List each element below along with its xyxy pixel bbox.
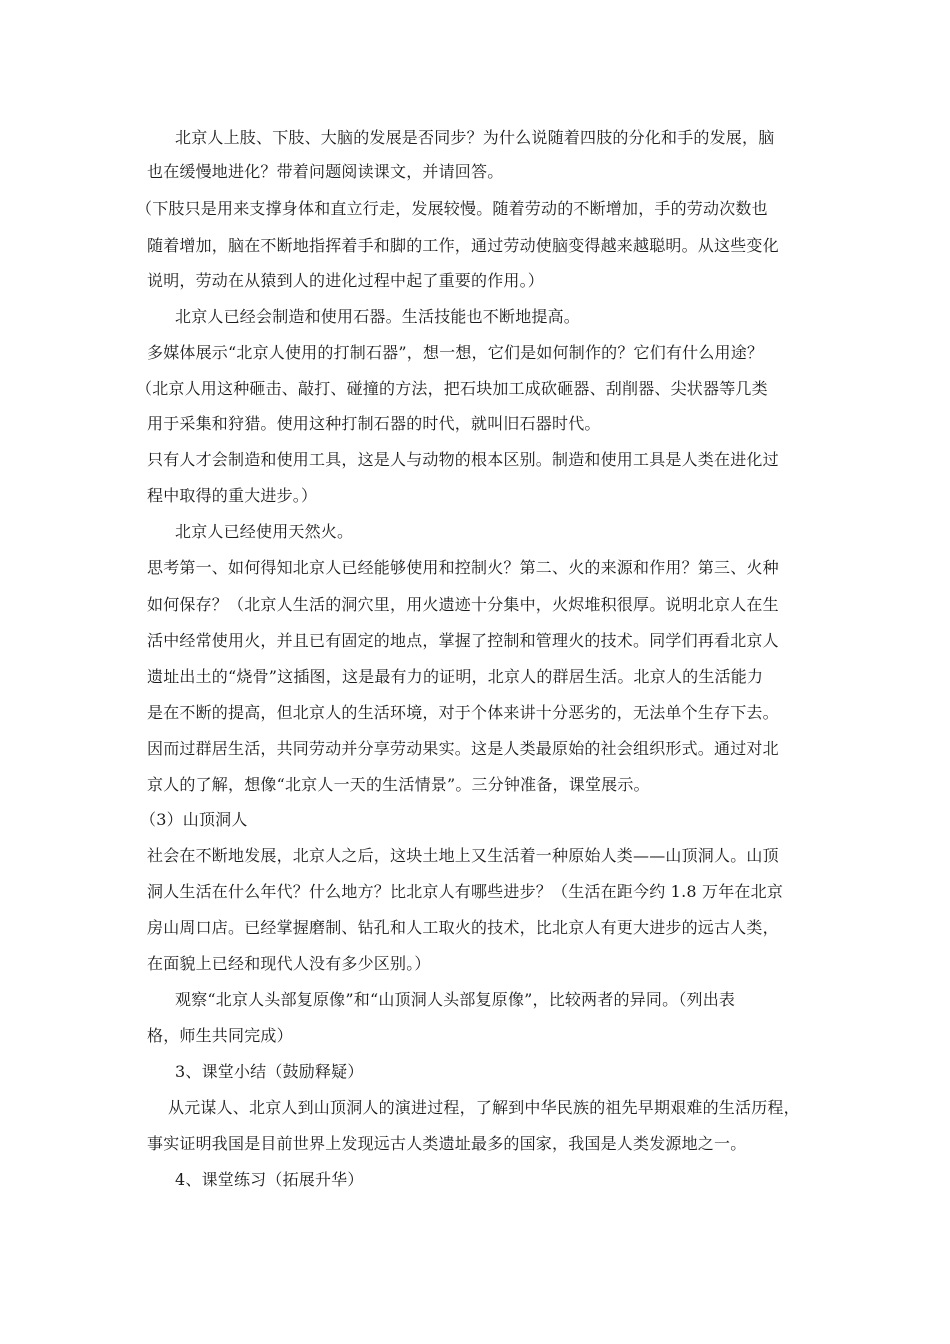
paragraph-line: 北京人已经使用天然火。 <box>175 522 354 541</box>
paragraph-line: 洞人生活在什么年代？什么地方？比北京人有哪些进步？（生活在距今约 1.8 万年在北京 <box>147 882 784 901</box>
paragraph-line: 遗址出土的“烧骨”这插图，这是最有力的证明，北京人的群居生活。北京人的生活能力 <box>147 667 764 686</box>
paragraph-line: 在面貌上已经和现代人没有多少区别。） <box>147 954 431 973</box>
paragraph-line: 北京人上肢、下肢、大脑的发展是否同步？为什么说随着四肢的分化和手的发展，脑 <box>175 128 775 147</box>
section-heading: （3）山顶洞人 <box>140 810 248 829</box>
paragraph-line: 观察“北京人头部复原像”和“山顶洞人头部复原像”，比较两者的异同。（列出表 <box>175 990 736 1009</box>
paragraph-line: 事实证明我国是目前世界上发现远古人类遗址最多的国家，我国是人类发源地之一。 <box>147 1134 747 1153</box>
paragraph-line: 京人的了解，想像“北京人一天的生活情景”。三分钟准备，课堂展示。 <box>147 775 650 794</box>
section-heading: 3、课堂小结（鼓励释疑） <box>175 1062 364 1081</box>
paragraph-line: 随着增加，脑在不断地指挥着手和脚的工作，通过劳动使脑变得越来越聪明。从这些变化 <box>147 236 779 255</box>
paragraph-line: 北京人已经会制造和使用石器。生活技能也不断地提高。 <box>175 307 581 326</box>
paragraph-line: 多媒体展示“北京人使用的打制石器”，想一想，它们是如何制作的？它们有什么用途？ <box>147 343 764 362</box>
paragraph-line: 思考第一、如何得知北京人已经能够使用和控制火？第二、火的来源和作用？第三、火种 <box>147 558 779 577</box>
paragraph-line: 活中经常使用火，并且已有固定的地点，掌握了控制和管理火的技术。同学们再看北京人 <box>147 631 779 650</box>
paragraph-line: 格，师生共同完成） <box>147 1026 293 1045</box>
paragraph-line: （下肢只是用来支撑身体和直立行走，发展较慢。随着劳动的不断增加，手的劳动次数也 <box>136 199 768 218</box>
paragraph-line: （北京人用这种砸击、敲打、碰撞的方法，把石块加工成砍砸器、刮削器、尖状器等几类 <box>136 379 768 398</box>
paragraph-line: 房山周口店。已经掌握磨制、钻孔和人工取火的技术，比北京人有更大进步的远古人类， <box>147 918 779 937</box>
paragraph-line: 用于采集和狩猎。使用这种打制石器的时代，就叫旧石器时代。 <box>147 414 601 433</box>
paragraph-line: 因而过群居生活，共同劳动并分享劳动果实。这是人类最原始的社会组织形式。通过对北 <box>147 739 779 758</box>
paragraph-line: 是在不断的提高，但北京人的生活环境，对于个体来讲十分恶劣的，无法单个生存下去。 <box>147 703 779 722</box>
paragraph-line: 也在缓慢地进化？带着问题阅读课文，并请回答。 <box>147 162 504 181</box>
paragraph-line: 只有人才会制造和使用工具，这是人与动物的根本区别。制造和使用工具是人类在进化过 <box>147 450 779 469</box>
section-heading: 4、课堂练习（拓展升华） <box>175 1170 364 1189</box>
paragraph-line: 从元谋人、北京人到山顶洞人的演进过程，了解到中华民族的祖先早期艰难的生活历程， <box>168 1098 800 1117</box>
paragraph-line: 如何保存？（北京人生活的洞穴里，用火遗迹十分集中，火烬堆积很厚。说明北京人在生 <box>147 595 779 614</box>
paragraph-line: 程中取得的重大进步。） <box>147 486 318 505</box>
paragraph-line: 社会在不断地发展，北京人之后，这块土地上又生活着一种原始人类——山顶洞人。山顶 <box>147 846 779 865</box>
paragraph-line: 说明，劳动在从猿到人的进化过程中起了重要的作用。） <box>147 271 545 290</box>
